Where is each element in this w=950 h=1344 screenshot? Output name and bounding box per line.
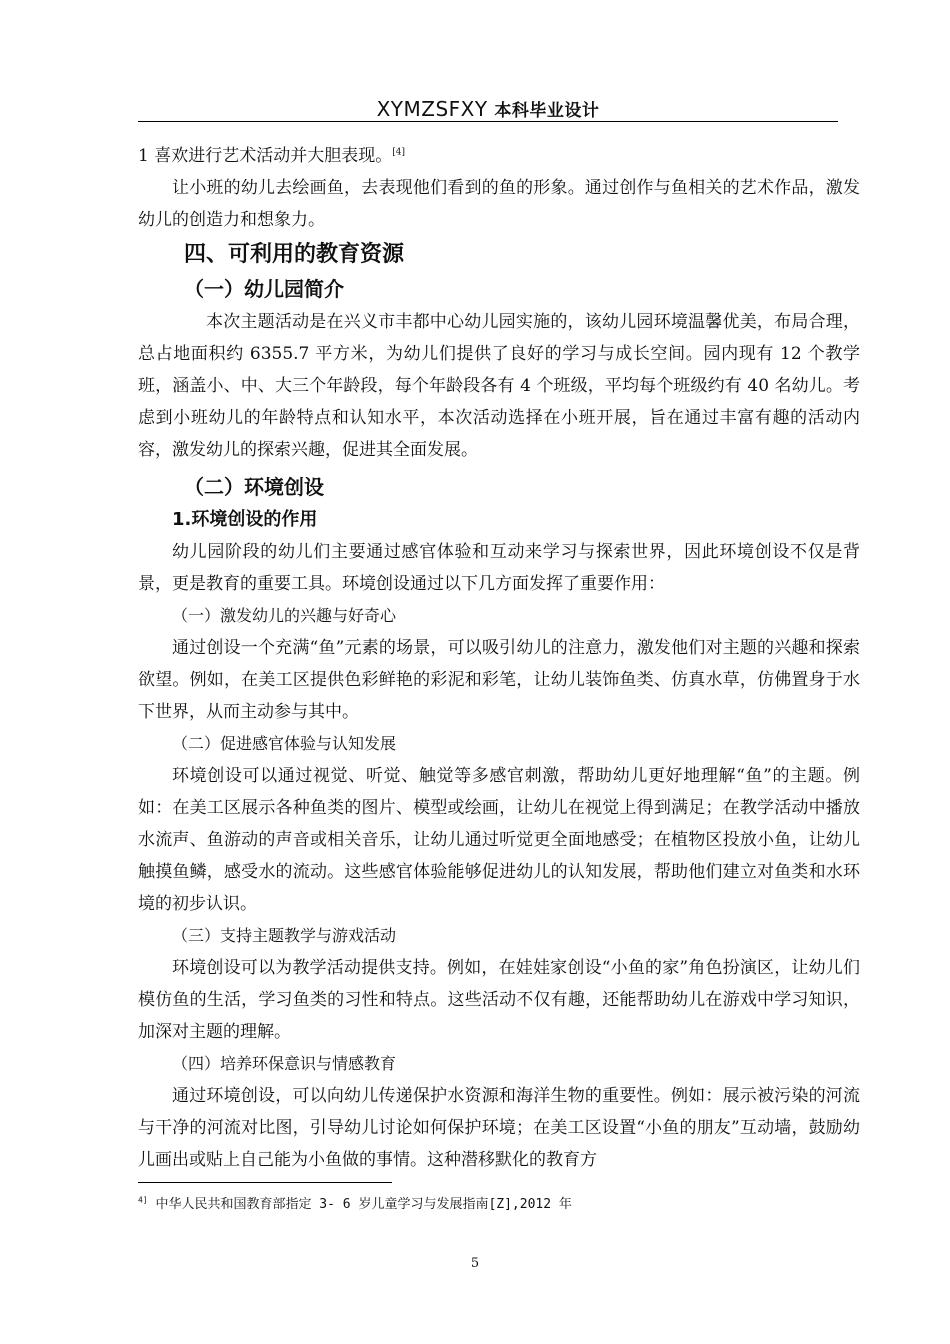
footnote [138, 1193, 572, 1212]
page-body [138, 140, 860, 1176]
section-heading: 四、可利用的教育资源 [184, 242, 405, 267]
paragraph-continued: 1 喜欢进行艺术活动并大胆表现。[4] [138, 146, 405, 166]
paragraph: 环境创设可以为教学活动提供支持。例如，在娃娃家创设“小鱼的家”角色扮演区，让幼儿们模仿鱼的生活，学习鱼类的习性和特点。这些活动不仅有趣，还能帮助幼儿在游戏中学习知识，加深对主题的理解。 [138, 958, 860, 1042]
paragraph: 通过创设一个充满“鱼”元素的场景，可以吸引幼儿的注意力，激发他们对主题的兴趣和探索欲望。例如，在美工区提供色彩鲜艳的彩泥和彩笔，让幼儿装饰鱼类、仿真水草，仿佛置身于水下世界，从而主动参与其中。 [138, 638, 860, 722]
page-number: 5 [470, 1256, 480, 1271]
header-title: 本科毕业设计 [494, 101, 600, 121]
paragraph: 幼儿园阶段的幼儿们主要通过感官体验和互动来学习与探索世界，因此环境创设不仅是背景，更是教育的重要工具。环境创设通过以下几方面发挥了重要作用： [138, 542, 860, 594]
subsection-heading: （二）环境创设 [184, 475, 324, 499]
subsubsection-heading: 1.环境创设的作用 [172, 509, 318, 530]
paragraph: 通过环境创设，可以向幼儿传递保护水资源和海洋生物的重要性。例如：展示被污染的河流与干净的河流对比图，引导幼儿讨论如何保护环境；在美工区设置“小鱼的朋友”互动墙，鼓励幼儿画出或贴上自己能为小鱼做的事情。这种潜移默化的教育方 [138, 1086, 860, 1170]
footnote-mark: 4 [138, 1195, 143, 1205]
point-heading: （三）支持主题教学与游戏活动 [172, 926, 397, 945]
point-heading: （一）激发幼儿的兴趣与好奇心 [172, 606, 397, 625]
footnote-bracket: ] [142, 1195, 148, 1205]
footnote-text: 中华人民共和国教育部指定 3- 6 岁儿童学习与发展指南[Z],2012 年 [147, 1197, 572, 1212]
page-header [138, 96, 838, 121]
paragraph: 本次主题活动是在兴义市丰都中心幼儿园实施的，该幼儿园环境温馨优美，布局合理，总占地面积约 6355.7 平方米，为幼儿们提供了良好的学习与成长空间。园内现有 12 个教学班，涵盖小、中、大三个年龄段，每个年龄段各有 4 个班级，平均每个班级约有 40 名幼儿。考虑到小班幼儿的年龄特点和认知水平，本次活动选择在小班开展，旨在通过丰富有趣的活动内容，激发幼儿的探索兴趣，促进其全面发展。 [138, 312, 860, 460]
paragraph: 环境创设可以通过视觉、听觉、触觉等多感官刺激，帮助幼儿更好地理解“鱼”的主题。例如：在美工区展示各种鱼类的图片、模型或绘画，让幼儿在视觉上得到满足；在教学活动中播放水流声、鱼游动的声音或相关音乐，让幼儿通过听觉更全面地感受；在植物区投放小鱼，让幼儿触摸鱼鳞，感受水的流动。这些感官体验能够促进幼儿的认知发展，帮助他们建立对鱼类和水环境的初步认识。 [138, 766, 860, 914]
footnote-rule [138, 1182, 392, 1183]
point-heading: （四）培养环保意识与情感教育 [172, 1054, 397, 1073]
header-school-code: XYMZSFXY [376, 97, 488, 121]
header-rule [138, 121, 838, 122]
point-heading: （二）促进感官体验与认知发展 [172, 734, 397, 753]
paragraph: 让小班的幼儿去绘画鱼，去表现他们看到的鱼的形象。通过创作与鱼相关的艺术作品，激发幼儿的创造力和想象力。 [138, 178, 860, 230]
subsection-heading: （一）幼儿园简介 [184, 277, 344, 301]
citation-ref[interactable]: [4] [392, 147, 405, 158]
